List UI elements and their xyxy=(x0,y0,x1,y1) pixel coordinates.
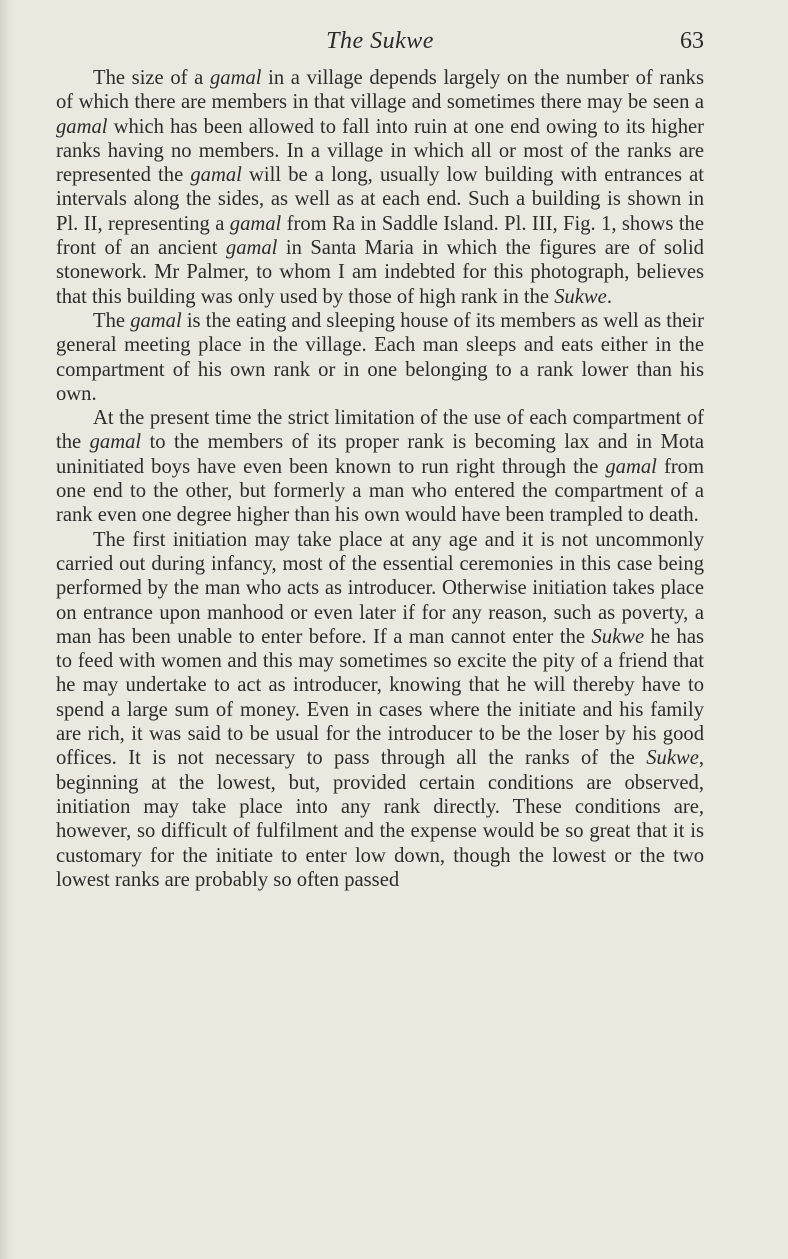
italic-term: gamal xyxy=(209,67,262,89)
italic-term: gamal xyxy=(56,115,108,138)
paragraph-4 xyxy=(56,528,704,892)
body-text xyxy=(56,66,704,892)
paragraph-3 xyxy=(56,406,704,527)
italic-term: gamal xyxy=(89,431,142,454)
italic-term: gamal xyxy=(229,212,282,235)
text-run: in a village depends largely on the number of ranks of which there are members in that village and sometimes there may be seen a xyxy=(56,67,704,114)
italic-term: gamal xyxy=(225,237,278,260)
text-run: he has to feed with women and this may sometimes so excite the pity of a friend that he may undertake to act as introducer, knowing that he will thereby have to spend a large sum of money. Even in cases where the initiate and his family are rich, it was said to be usual for the introducer to be the loser by his good offices. It is not necessary to pass through all the ranks of the xyxy=(56,625,704,770)
text-run: from Ra in Saddle Island. Pl. III, Fig. 1, shows the front of an ancient xyxy=(56,212,704,260)
text-run: The xyxy=(93,309,131,332)
text-run: At the present time the strict limitation of the use of each compartment of the xyxy=(56,407,704,454)
running-head xyxy=(56,28,704,64)
paragraph-2 xyxy=(56,309,704,406)
italic-term: gamal xyxy=(130,309,182,332)
text-run: The first initiation may take place at any age and it is not uncommonly carried out during infancy, most of the essential ceremonies in this case being performed by the man who acts as introducer. Otherwise initiation takes place on entrance upon manhood or even later if for any reason, such as poverty, a man has been unable to enter before. If a man cannot enter the xyxy=(56,528,704,648)
text-run: The size of a xyxy=(93,67,210,89)
text-run: is the eating and sleeping house of its members as well as their general meeting place in the village. Each man sleeps and eats either in the compartment of his own rank or in one belonging to a rank lower than his own. xyxy=(56,309,705,405)
running-title: The Sukwe xyxy=(326,28,434,54)
text-run: to the members of its proper rank is becoming lax and in Mota uninitiated boys have even been known to run right through the xyxy=(56,431,704,478)
text-run: , beginning at the lowest, but, provided certain conditions are observed, initiation may take place into any rank directly. These conditions are, however, so difficult of fulfilment and the expense would be so great that it is customary for the initiate to enter low down, though the lowest or the two lowest ranks are probably so often passed xyxy=(56,747,704,891)
text-run: . xyxy=(606,285,612,308)
italic-term: gamal xyxy=(190,164,242,187)
text-run: which has been allowed to fall into ruin at one end owing to its higher ranks having no members. In a village in which all or most of the ranks are represented the xyxy=(56,115,704,187)
paragraph-1 xyxy=(56,66,704,309)
page-gutter-shadow xyxy=(0,0,14,1259)
italic-term: Sukwe xyxy=(554,285,607,308)
italic-term: Sukwe xyxy=(646,747,699,770)
text-run: from one end to the other, but formerly a man who entered the compartment of a rank even one degree higher than his own would have been trampled to death. xyxy=(56,455,704,527)
italic-term: gamal xyxy=(605,455,657,478)
text-run: will be a long, usually low building with entrances at intervals along the sides, as well as at each end. Such a building is shown in Pl. II, representing a xyxy=(56,164,704,235)
book-page xyxy=(56,28,704,892)
text-run: in Santa Maria in which the figures are of solid stonework. Mr Palmer, to whom I am indebted for this photograph, believes that this building was only used by those of high rank in the xyxy=(56,237,704,308)
italic-term: Sukwe xyxy=(591,625,645,648)
page-number: 63 xyxy=(680,28,704,54)
